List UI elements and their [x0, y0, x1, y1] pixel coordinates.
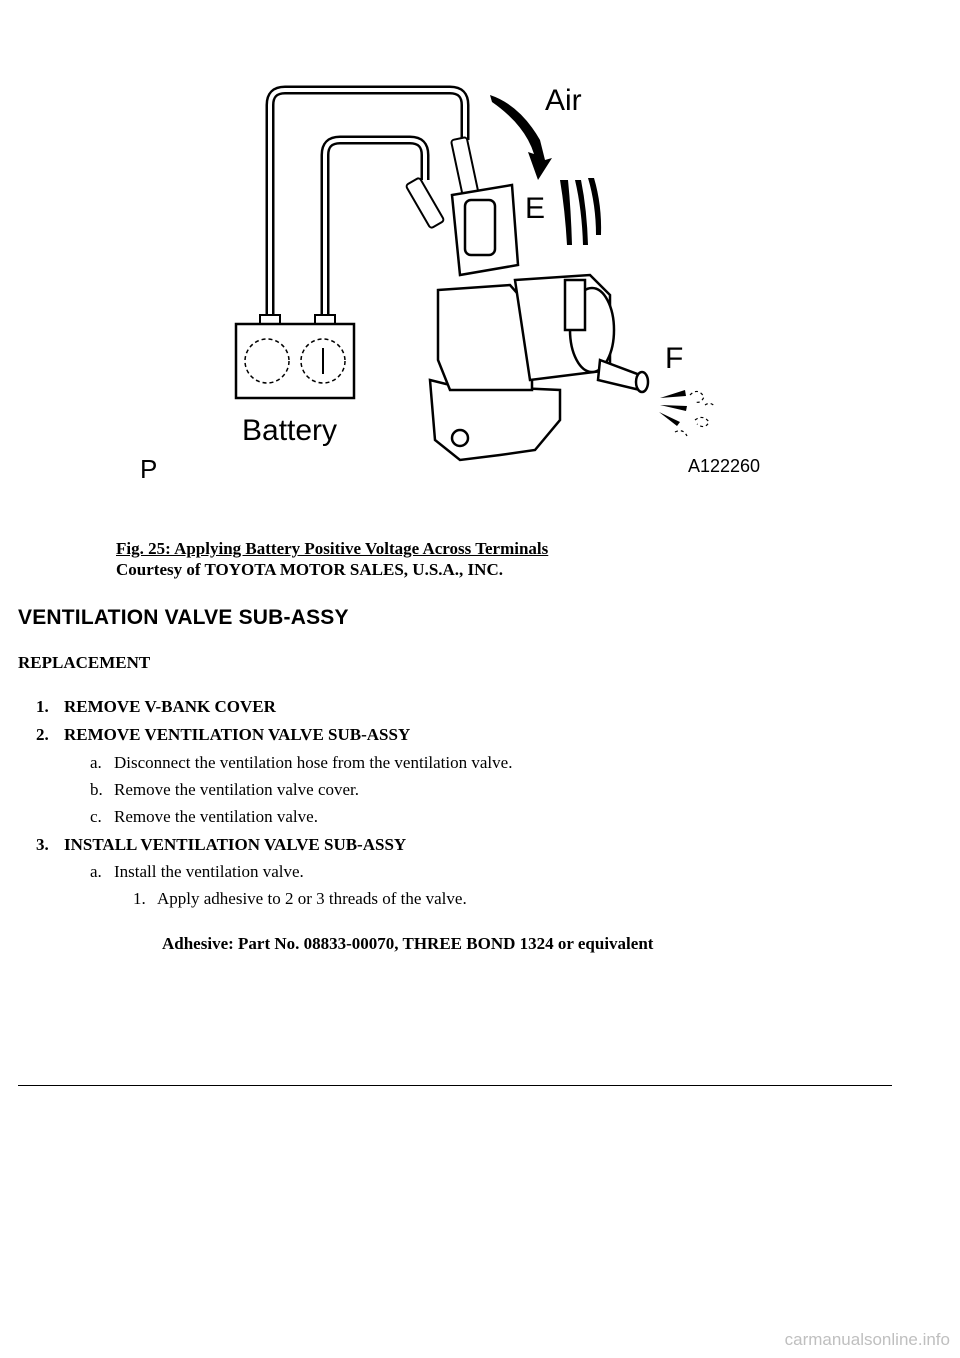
label-p: P [140, 454, 158, 484]
substep-letter: a. [90, 753, 102, 772]
substep-text: Install the ventilation valve. [114, 862, 304, 881]
step-3a [90, 862, 304, 882]
step-2 [36, 725, 410, 745]
footer-divider [18, 1085, 892, 1086]
label-e: E [525, 192, 546, 225]
step-3 [36, 835, 406, 855]
step-2c [90, 807, 318, 827]
ventilation-valve [430, 185, 648, 460]
substep-text: Remove the ventilation valve. [114, 807, 318, 826]
spray-marks [659, 390, 687, 426]
watermark: carmanualsonline.info [784, 1330, 950, 1349]
step-2a [90, 753, 512, 773]
figure-caption [116, 538, 548, 580]
substep-letter: b. [90, 780, 103, 799]
figure-title-link[interactable]: Fig. 25: Applying Battery Positive Voltage Across Terminals [116, 539, 549, 558]
section-title: VENTILATION VALVE SUB-ASSY [18, 606, 349, 629]
adhesive-note: Adhesive: Part No. 08833-00070, THREE BOND 1324 or equivalent [162, 934, 654, 953]
valve-diagram [120, 60, 820, 500]
substep-text: Remove the ventilation valve cover. [114, 780, 360, 799]
valve-figure [120, 60, 820, 500]
battery-icon [236, 315, 354, 398]
substep-number: 1. [133, 889, 146, 908]
subsection-title: REPLACEMENT [18, 653, 151, 672]
step-number: 1. [36, 697, 49, 716]
step-text: REMOVE VENTILATION VALVE SUB-ASSY [64, 725, 411, 744]
substep-letter: a. [90, 862, 102, 881]
substep-text: Disconnect the ventilation hose from the ventilation valve. [114, 753, 513, 772]
step-2b [90, 780, 359, 800]
substep-letter: c. [90, 807, 102, 826]
substep-text: Apply adhesive to 2 or 3 threads of the valve. [157, 889, 467, 908]
step-number: 3. [36, 835, 49, 854]
figure-courtesy: Courtesy of TOYOTA MOTOR SALES, U.S.A., INC. [116, 560, 503, 579]
step-number: 2. [36, 725, 49, 744]
step-1 [36, 697, 276, 717]
step-3a-1 [133, 889, 467, 909]
label-battery: Battery [242, 414, 338, 447]
label-air: Air [545, 84, 582, 117]
step-text: INSTALL VENTILATION VALVE SUB-ASSY [64, 835, 407, 854]
label-f: F [665, 342, 684, 375]
figure-code: A122260 [688, 456, 761, 476]
step-text: REMOVE V-BANK COVER [64, 697, 276, 716]
